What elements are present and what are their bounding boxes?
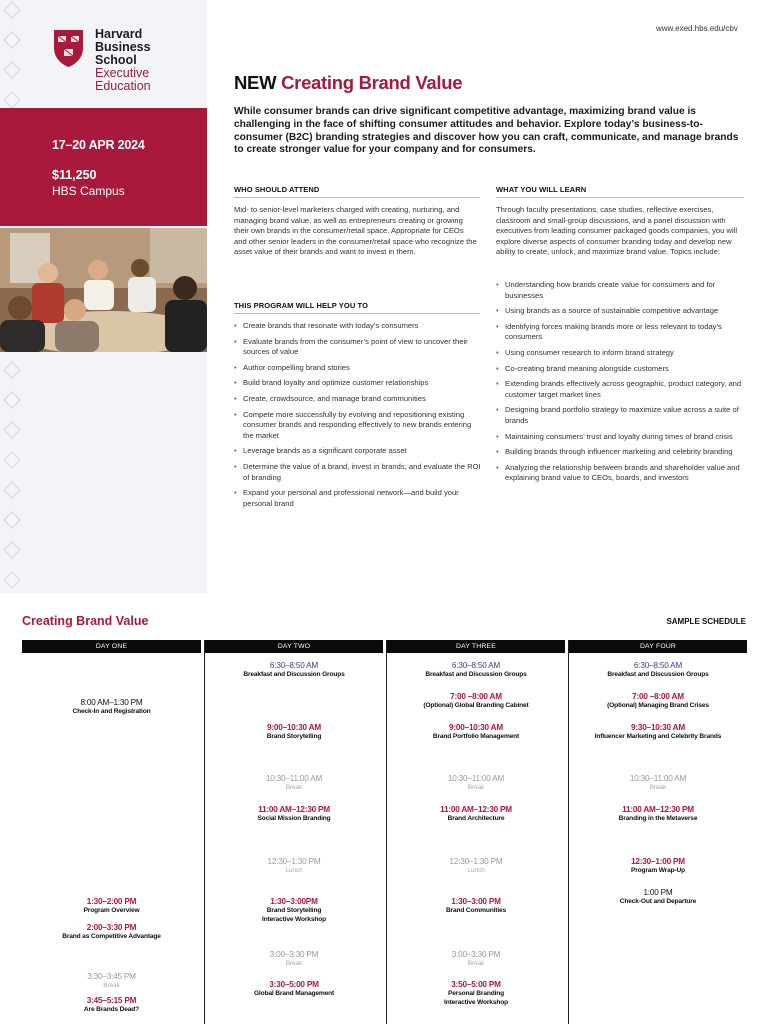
- event-title: Break: [467, 784, 485, 791]
- event-time: 8:00 AM–1:30 PM: [80, 698, 143, 707]
- schedule-event: [387, 950, 565, 969]
- schedule-event: [569, 692, 747, 711]
- list-item: • Extending brands effectively across geographic, product category, and customer target market lines: [496, 379, 746, 400]
- event-time: 6:30–8:50 AM: [269, 661, 319, 670]
- schedule-event: [569, 723, 747, 742]
- what-you-will-learn-text: Through faculty presentations, case studies, reflective exercises, classroom and small-group discussions, and a panel discussion with executives from leading consumer packaged goods companies, you will explore diverse aspects of consumer branding today and develop new ability to create, unlock, and maximize brand value. Topics include:: [496, 205, 738, 257]
- schedule-event: [569, 888, 747, 907]
- day-header: DAY ONE: [22, 640, 201, 653]
- event-title: Social Mission Branding: [257, 815, 331, 822]
- who-should-attend-heading: WHO SHOULD ATTEND: [234, 185, 480, 198]
- event-time: 7:00 –8:00 AM: [632, 692, 684, 701]
- event-time: 3:30–3:45 PM: [87, 972, 136, 981]
- event-title: Break: [649, 784, 667, 791]
- event-title: Brand Storytelling Interactive Workshop: [262, 907, 326, 923]
- day-header: DAY TWO: [205, 640, 383, 653]
- schedule-title: Creating Brand Value: [22, 614, 149, 628]
- event-time: 9:00–10:30 AM: [267, 723, 321, 732]
- schedule-day-three: [386, 640, 565, 1024]
- logo-business: Business: [95, 40, 151, 54]
- list-item: • Designing brand portfolio strategy to maximize value across a suite of brands: [496, 405, 746, 426]
- list-item: • Using brands as a source of sustainable competitive advantage: [496, 306, 746, 317]
- event-time: 3:30–5:00 PM: [269, 980, 319, 989]
- event-time: 2:00–3:30 PM: [86, 923, 137, 932]
- event-title: (Optional) Global Branding Cabinet: [423, 702, 529, 709]
- event-time: 11:00 AM–12:30 PM: [440, 805, 512, 814]
- schedule-event: [387, 857, 565, 876]
- schedule-event: [387, 661, 565, 680]
- list-item: • Determine the value of a brand, invest in brands, and evaluate the ROI of branding: [234, 462, 482, 483]
- event-title: Program Overview: [83, 907, 140, 914]
- event-time: 9:30–10:30 AM: [631, 723, 685, 732]
- schedule-event: [22, 897, 201, 916]
- schedule-event: [569, 857, 747, 876]
- event-title: Check-In and Registration: [72, 708, 151, 715]
- list-item: • Using consumer research to inform brand strategy: [496, 348, 746, 359]
- program-location: HBS Campus: [52, 184, 125, 198]
- event-title: Lunch: [285, 867, 303, 874]
- event-title: Check-Out and Departure: [619, 898, 697, 905]
- event-time: 10:30–11:00 AM: [265, 774, 323, 783]
- event-time: 1:30–3:00 PM: [451, 897, 501, 906]
- hbs-shield-icon: [52, 28, 85, 68]
- list-item: • Compete more successfully by evolving and repositioning existing consumer brands and responding effectively to new brands entering the market: [234, 410, 482, 442]
- schedule-day-four: [568, 640, 747, 1024]
- schedule-event: [22, 923, 201, 942]
- schedule-event: [387, 774, 565, 793]
- what-you-will-learn-heading: WHAT YOU WILL LEARN: [496, 185, 744, 198]
- event-time: 6:30–8:50 AM: [633, 661, 683, 670]
- schedule-event: [387, 805, 565, 824]
- day-header: DAY FOUR: [569, 640, 747, 653]
- schedule-event: [205, 950, 383, 969]
- event-time: 9:00–10:30 AM: [449, 723, 503, 732]
- logo-executive: Executive: [95, 66, 150, 80]
- program-benefits-list: [234, 321, 482, 514]
- schedule-event: [387, 897, 565, 916]
- event-time: 3:00–3:30 PM: [269, 950, 319, 959]
- event-title: Break: [103, 982, 120, 989]
- schedule-event: [569, 661, 747, 680]
- event-title: Breakfast and Discussion Groups: [243, 671, 345, 678]
- topics-list: [496, 280, 746, 489]
- event-title: Global Brand Management: [253, 990, 335, 997]
- event-title: Brand Architecture: [447, 815, 505, 822]
- event-time: 1:30–3:00PM: [270, 897, 318, 906]
- schedule-event: [387, 692, 565, 711]
- event-title: Brand as Competitive Advantage: [62, 933, 161, 940]
- event-title: Brand Storytelling: [266, 733, 322, 740]
- event-time: 6:30–8:50 AM: [451, 661, 501, 670]
- event-time: 12:30–1:30 PM: [267, 857, 321, 866]
- list-item: • Evaluate brands from the consumer’s point of view to uncover their sources of value: [234, 337, 482, 358]
- schedule-event: [205, 774, 383, 793]
- schedule-day-one: [22, 640, 201, 1024]
- event-time: 10:30–11:00 AM: [447, 774, 505, 783]
- classroom-photo-image: [0, 228, 207, 352]
- event-title: Break: [285, 784, 303, 791]
- schedule-event: [22, 698, 201, 717]
- schedule-event: [387, 980, 565, 1007]
- schedule-event: [205, 661, 383, 680]
- schedule-day-two: [204, 640, 383, 1024]
- event-time: 11:00 AM–12:30 PM: [258, 805, 330, 814]
- list-item: • Leverage brands as a significant corporate asset: [234, 446, 482, 457]
- event-time: 10:30–11:00 AM: [629, 774, 687, 783]
- list-item: • Create, crowdsource, and manage brand communities: [234, 394, 482, 405]
- schedule-event: [205, 857, 383, 876]
- schedule-event: [22, 996, 201, 1015]
- logo-education: Education: [95, 79, 151, 93]
- list-item: • Expand your personal and professional network—and build your personal brand: [234, 488, 482, 509]
- program-url[interactable]: www.exed.hbs.edu/cbv: [656, 24, 738, 33]
- page-title: [234, 72, 462, 94]
- program-benefits-heading: THIS PROGRAM WILL HELP YOU TO: [234, 301, 480, 314]
- list-item: • Author compelling brand stories: [234, 363, 482, 374]
- event-title: (Optional) Managing Brand Crises: [607, 702, 709, 709]
- title-new-tag: NEW: [234, 72, 277, 93]
- schedule-event: [205, 897, 383, 924]
- event-title: Lunch: [467, 867, 485, 874]
- list-item: • Building brands through influencer marketing and celebrity branding: [496, 447, 746, 458]
- list-item: • Maintaining consumers’ trust and loyalty during times of brand crisis: [496, 432, 746, 443]
- schedule-event: [22, 972, 201, 991]
- event-time: 12:30–1:00 PM: [631, 857, 685, 866]
- program-info-panel: [0, 108, 207, 226]
- event-title: Break: [285, 960, 303, 967]
- schedule-event: [569, 774, 747, 793]
- intro-paragraph: While consumer brands can drive significant competitive advantage, maximizing brand value is challenging in the face of shifting consumer attitudes and behavior. Explore today’s business-to-consumer (B2C) branding strategies and discover how you can craft, communicate, and manage brands to create stronger value for your company and for consumers.: [234, 106, 739, 156]
- event-time: 7:00 –8:00 AM: [450, 692, 502, 701]
- event-time: 3:50–5:00 PM: [451, 980, 501, 989]
- program-dates: 17–20 APR 2024: [52, 138, 145, 152]
- event-title: Are Brands Dead?: [83, 1006, 140, 1013]
- list-item: • Identifying forces making brands more or less relevant to today’s consumers: [496, 322, 746, 343]
- schedule-event: [205, 723, 383, 742]
- event-time: 3:45–5:15 PM: [86, 996, 137, 1005]
- list-item: • Understanding how brands create value for consumers and for businesses: [496, 280, 746, 301]
- event-title: Brand Communities: [445, 907, 507, 914]
- logo-school: School: [95, 53, 137, 67]
- list-item: • Co-creating brand meaning alongside customers: [496, 364, 746, 375]
- list-item: • Build brand loyalty and optimize customer relationships: [234, 378, 482, 389]
- sample-schedule-label: SAMPLE SCHEDULE: [666, 617, 746, 626]
- schedule-event: [569, 805, 747, 824]
- classroom-photo: [0, 228, 207, 352]
- day-header: DAY THREE: [387, 640, 565, 653]
- event-time: 11:00 AM–12:30 PM: [622, 805, 694, 814]
- event-time: 1:00 PM: [643, 888, 673, 897]
- list-item: • Create brands that resonate with today’s consumers: [234, 321, 482, 332]
- list-item: • Analyzing the relationship between brands and shareholder value and explaining brand value to CEOs, boards, and investors: [496, 463, 746, 484]
- program-price: $11,250: [52, 168, 97, 182]
- event-title: Brand Portfolio Management: [432, 733, 520, 740]
- schedule-event: [205, 805, 383, 824]
- logo-wordmark: [95, 28, 151, 93]
- who-should-attend-text: Mid- to senior-level marketers charged with creating, nurturing, and managing brand value, as well as entrepreneurs creating or growing their own brands in the consumer/retail space. Appropriate for CEOs and other senior leaders in the consumer/retail space who recognize the asset value of their brands and want to invest in them.: [234, 205, 477, 257]
- event-time: 3:00–3:30 PM: [451, 950, 501, 959]
- event-title: Breakfast and Discussion Groups: [607, 671, 709, 678]
- event-title: Influencer Marketing and Celebrity Brands: [594, 733, 722, 740]
- schedule-event: [387, 723, 565, 742]
- schedule-event: [205, 980, 383, 999]
- title-program-name: Creating Brand Value: [281, 72, 463, 93]
- logo-harvard: Harvard: [95, 27, 143, 41]
- event-title: Branding in the Metaverse: [618, 815, 698, 822]
- event-time: 12:30–1:30 PM: [449, 857, 503, 866]
- event-title: Personal Branding Interactive Workshop: [444, 990, 508, 1006]
- event-title: Program Wrap-Up: [630, 867, 686, 874]
- event-title: Break: [467, 960, 485, 967]
- event-time: 1:30–2:00 PM: [86, 897, 137, 906]
- hbs-logo: [52, 28, 151, 93]
- event-title: Breakfast and Discussion Groups: [425, 671, 527, 678]
